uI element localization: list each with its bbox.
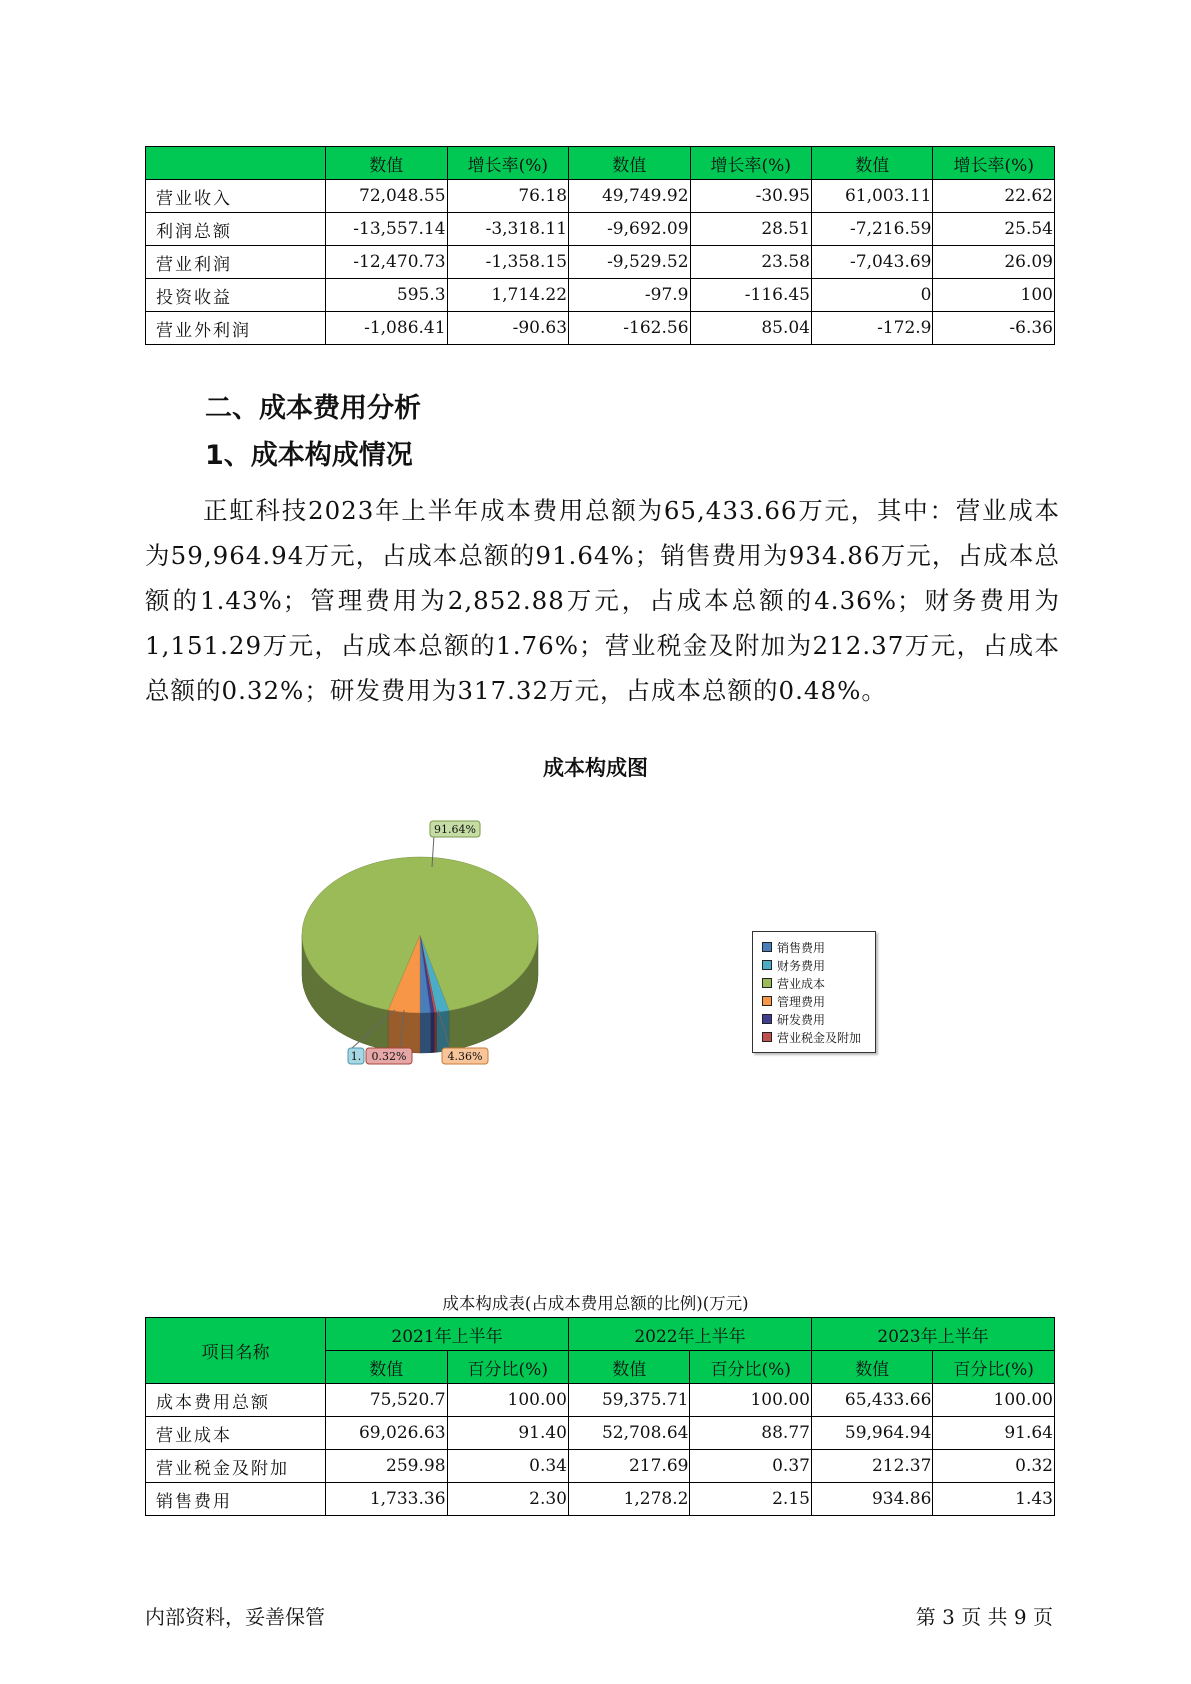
header-cell: 增长率(%) — [690, 147, 811, 180]
table-cell: 100.00 — [447, 1384, 568, 1417]
header-cell: 百分比(%) — [447, 1351, 568, 1384]
table-cell: 934.86 — [811, 1483, 932, 1516]
table-row — [146, 213, 1055, 246]
financial-summary-table — [145, 146, 1055, 345]
table-cell: -7,216.59 — [812, 213, 933, 246]
header-cell: 百分比(%) — [933, 1351, 1055, 1384]
table-cell: 0 — [812, 279, 933, 312]
row-label: 营业利润 — [146, 246, 326, 279]
table-cell: 212.37 — [811, 1450, 932, 1483]
body-paragraph: 正虹科技2023年上半年成本费用总额为65,433.66万元，其中：营业成本为59,964.94万元，占成本总额的91.64%；销售费用为934.86万元，占成本总额的1.43%；管理费用为2,852.88万元，占成本总额的4.36%；财务费用为1,151.29万元，占成本总额的1.76%；营业税金及附加为212.37万元，占成本总额的0.32%；研发费用为317.32万元，占成本总额的0.48%。 — [145, 496, 1060, 705]
section-heading: 二、成本费用分析 — [205, 393, 421, 424]
table-cell: 100.00 — [690, 1384, 811, 1417]
table-row — [146, 312, 1055, 345]
table-cell: -97.9 — [569, 279, 690, 312]
table-cell: 85.04 — [690, 312, 811, 345]
header-cell: 数值 — [811, 1351, 932, 1384]
table-cell: 1,278.2 — [569, 1483, 690, 1516]
header-cell: 数值 — [569, 147, 690, 180]
table-row — [146, 279, 1055, 312]
header-cell: 数值 — [326, 147, 447, 180]
table-cell: 595.3 — [326, 279, 447, 312]
table-header-row — [146, 147, 1055, 180]
pie-slice-side-4 — [431, 1012, 435, 1052]
chart-title: 成本构成图 — [543, 756, 648, 780]
row-label: 营业收入 — [146, 180, 326, 213]
table-cell: 49,749.92 — [569, 180, 690, 213]
table-cell: -172.9 — [812, 312, 933, 345]
legend-label: 销售费用 — [777, 940, 826, 955]
table-cell: 91.40 — [447, 1417, 568, 1450]
table-cell: 69,026.63 — [326, 1417, 447, 1450]
table-cell: 22.62 — [933, 180, 1055, 213]
legend-item — [753, 1028, 875, 1046]
legend-swatch — [762, 960, 772, 970]
pie-slice-side-5 — [434, 1012, 436, 1052]
table-header-row — [146, 1318, 1055, 1351]
table-row — [146, 1450, 1055, 1483]
table-cell: 1,733.36 — [326, 1483, 447, 1516]
pie-slice-side-0 — [420, 1013, 431, 1053]
legend-label: 财务费用 — [777, 958, 826, 973]
table-row — [146, 1417, 1055, 1450]
table-row — [146, 180, 1055, 213]
data-label: 91.64% — [434, 823, 476, 836]
table-cell: -13,557.14 — [326, 213, 447, 246]
table-cell: 23.58 — [690, 246, 811, 279]
table-cell: 88.77 — [690, 1417, 811, 1450]
legend-swatch — [762, 942, 772, 952]
table-cell: -1,086.41 — [326, 312, 447, 345]
table-cell: 59,964.94 — [811, 1417, 932, 1450]
row-label: 营业税金及附加 — [146, 1450, 326, 1483]
table-cell: 26.09 — [933, 246, 1055, 279]
table-cell: -116.45 — [690, 279, 811, 312]
table-cell: 2.15 — [690, 1483, 811, 1516]
row-label: 利润总额 — [146, 213, 326, 246]
period-header: 2021年上半年 — [326, 1318, 569, 1351]
legend-item — [753, 1010, 875, 1028]
legend-item — [753, 938, 875, 956]
table-cell: -9,692.09 — [569, 213, 690, 246]
footer-confidential-note: 内部资料，妥善保管 — [145, 1605, 325, 1629]
table-cell: 100.00 — [933, 1384, 1055, 1417]
header-cell: 增长率(%) — [933, 147, 1055, 180]
table-caption: 成本构成表(占成本费用总额的比例)(万元) — [442, 1294, 749, 1313]
table-cell: 1.43 — [933, 1483, 1055, 1516]
period-header: 2022年上半年 — [569, 1318, 812, 1351]
table-cell: 2.30 — [447, 1483, 568, 1516]
header-cell: 百分比(%) — [690, 1351, 811, 1384]
table-cell: 259.98 — [326, 1450, 447, 1483]
header-cell — [146, 147, 326, 180]
table-cell: 59,375.71 — [569, 1384, 690, 1417]
table-cell: 217.69 — [569, 1450, 690, 1483]
table-cell: 61,003.11 — [812, 180, 933, 213]
table-cell: 75,520.7 — [326, 1384, 447, 1417]
pie-slice-side-1 — [436, 1011, 449, 1053]
table-cell: 76.18 — [447, 180, 568, 213]
data-label: 1. — [350, 1050, 362, 1063]
chart-legend — [752, 931, 876, 1053]
table-row — [146, 246, 1055, 279]
table-cell: -3,318.11 — [447, 213, 568, 246]
table-cell: -90.63 — [447, 312, 568, 345]
legend-item — [753, 992, 875, 1010]
data-label: 4.36% — [447, 1050, 483, 1063]
legend-label: 营业税金及附加 — [777, 1030, 862, 1045]
legend-item — [753, 974, 875, 992]
table-cell: 72,048.55 — [326, 180, 447, 213]
table-cell: 0.32 — [933, 1450, 1055, 1483]
legend-label: 管理费用 — [777, 994, 826, 1009]
table-cell: 52,708.64 — [569, 1417, 690, 1450]
table-cell: -6.36 — [933, 312, 1055, 345]
row-label: 销售费用 — [146, 1483, 326, 1516]
table-cell: 0.37 — [690, 1450, 811, 1483]
pie-slice-side-3 — [388, 1010, 420, 1053]
legend-swatch — [762, 978, 772, 988]
table-cell: 91.64 — [933, 1417, 1055, 1450]
row-label: 营业成本 — [146, 1417, 326, 1450]
table-cell: -7,043.69 — [812, 246, 933, 279]
data-label: 0.32% — [371, 1050, 407, 1063]
table-cell: 28.51 — [690, 213, 811, 246]
table-row — [146, 1483, 1055, 1516]
table-cell: -12,470.73 — [326, 246, 447, 279]
table-cell: 1,714.22 — [447, 279, 568, 312]
table-cell: 0.34 — [447, 1450, 568, 1483]
table-cell: -9,529.52 — [569, 246, 690, 279]
legend-label: 研发费用 — [777, 1012, 826, 1027]
header-cell: 数值 — [812, 147, 933, 180]
legend-label: 营业成本 — [777, 976, 826, 991]
subsection-heading: 1、成本构成情况 — [205, 440, 413, 471]
table-cell: 25.54 — [933, 213, 1055, 246]
legend-swatch — [762, 1014, 772, 1024]
table-cell: -30.95 — [690, 180, 811, 213]
header-cell: 数值 — [326, 1351, 447, 1384]
legend-swatch — [762, 1032, 772, 1042]
table-cell: 100 — [933, 279, 1055, 312]
row-label: 成本费用总额 — [146, 1384, 326, 1417]
period-header: 2023年上半年 — [811, 1318, 1054, 1351]
cost-pie-chart — [300, 805, 640, 1075]
header-cell: 增长率(%) — [447, 147, 568, 180]
table-cell: 65,433.66 — [811, 1384, 932, 1417]
item-name-header: 项目名称 — [146, 1318, 326, 1384]
row-label: 投资收益 — [146, 279, 326, 312]
header-cell: 数值 — [569, 1351, 690, 1384]
table-row — [146, 1384, 1055, 1417]
cost-structure-table — [145, 1317, 1055, 1516]
legend-item — [753, 956, 875, 974]
table-cell: -162.56 — [569, 312, 690, 345]
row-label: 营业外利润 — [146, 312, 326, 345]
table-cell: -1,358.15 — [447, 246, 568, 279]
legend-swatch — [762, 996, 772, 1006]
page-number: 第 3 页 共 9 页 — [915, 1605, 1053, 1629]
